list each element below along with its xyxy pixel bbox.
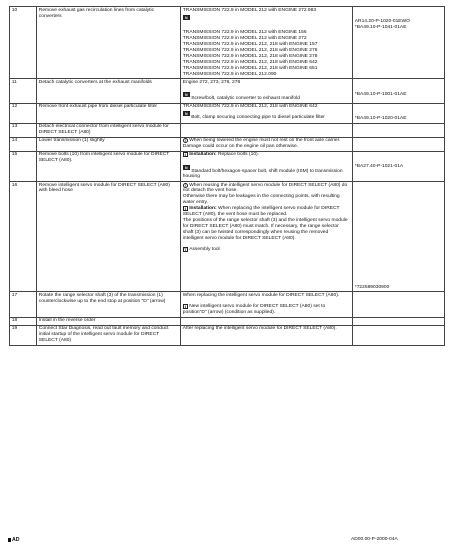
step-reference bbox=[353, 317, 445, 325]
table-row bbox=[10, 137, 445, 151]
footer-logo-text: AD bbox=[12, 537, 20, 543]
step-action: Lower transmission (1) slightly bbox=[37, 137, 181, 151]
step-info bbox=[181, 7, 353, 79]
document-reference-link[interactable]: AR14.20-P-1020-01EWO bbox=[354, 19, 410, 25]
table-row bbox=[10, 7, 445, 79]
table-row bbox=[10, 123, 445, 137]
wrench-icon: Nm bbox=[184, 93, 188, 102]
info-text: TRANSMISSION 722.9 in MODEL 212, 218 with ENGINE 278 bbox=[182, 53, 318, 59]
torque-note: Screw/bolt, catalytic converter to exhaust manifold bbox=[191, 96, 300, 102]
info-text: TRANSMISSION 722.9 in MODEL 212, 218 with ENGINE 276 bbox=[182, 48, 318, 54]
step-reference bbox=[353, 79, 445, 103]
step-action: Remove exhaust gas recirculation lines from catalytic converters bbox=[37, 7, 181, 79]
table-row bbox=[10, 151, 445, 181]
info-icon: i bbox=[184, 304, 186, 310]
table-row bbox=[10, 292, 445, 318]
info-text: TRANSMISSION 722.9 in MODEL 212 with ENGINE 156 bbox=[182, 30, 307, 36]
info-text: Engine 272, 273, 276, 278 bbox=[182, 79, 241, 85]
step-info bbox=[181, 103, 353, 123]
warning-text: When reusing the intelligent servo module for DIRECT SELECT (A80) do not detach the vent hose. bbox=[182, 182, 348, 194]
step-number: 17 bbox=[10, 292, 37, 318]
wrench-icon: Nm bbox=[184, 111, 188, 120]
step-info bbox=[181, 292, 353, 318]
torque-note: Standard bolt/hexagon-spacer bolt, shift module (ISM) to transmission housing bbox=[182, 168, 343, 180]
step-reference bbox=[353, 137, 445, 151]
info-text: TRANSMISSION 722.9 in MODEL 212.090 bbox=[182, 71, 277, 77]
step-action: Remove intelligent servo module for DIRECT SELECT (A80) with bleed hose bbox=[37, 181, 181, 291]
step-number: 14 bbox=[10, 137, 37, 151]
step-info bbox=[181, 325, 353, 345]
document-reference-link[interactable]: *BA27.40-P-1021-01A bbox=[354, 163, 404, 169]
table-row bbox=[10, 181, 445, 291]
warning-text: When being lowered the engine must not rest on the front axle carrier. bbox=[189, 138, 341, 144]
step-action: Remove bolts (10) from intelligent servo module for DIRECT SELECT (A80). bbox=[37, 151, 181, 181]
step-info bbox=[181, 79, 353, 103]
table-row bbox=[10, 325, 445, 345]
document-reference-link[interactable]: *BA49.10-P-1041-01AE bbox=[354, 25, 407, 31]
step-reference bbox=[353, 123, 445, 137]
step-number: 10 bbox=[10, 7, 37, 79]
warning-text: Damage could occur on the engine oil pan otherwise. bbox=[182, 144, 299, 150]
table-row bbox=[10, 317, 445, 325]
step-number: 18 bbox=[10, 317, 37, 325]
tool-reference-link[interactable]: *722589030900 bbox=[354, 284, 390, 290]
step-number: 19 bbox=[10, 325, 37, 345]
step-info bbox=[181, 181, 353, 291]
step-info bbox=[181, 137, 353, 151]
step-action: Install in the reverse order bbox=[37, 317, 181, 325]
info-text: After replacing the intelligent servo module for DIRECT SELECT (A80). bbox=[182, 326, 337, 332]
info-icon: i bbox=[184, 206, 186, 212]
step-reference bbox=[353, 292, 445, 318]
step-number: 11 bbox=[10, 79, 37, 103]
installation-text: When replacing the intelligent servo module for DIRECT SELECT (A80), the vent hose must be replaced. bbox=[182, 206, 340, 218]
step-reference bbox=[353, 325, 445, 345]
installation-text: The positions of the range selector shaft (3) and the intelligent servo module for DIRECT SELECT (A80) must match. If necessary, the range selector shaft (3) can be twisted correspondingly when reusing the removed intelligent servo module for DIRECT SELECT (A80). bbox=[182, 217, 348, 241]
step-action: Connect Star Diagnosis, read out fault memory and conduct initial startup of the intelligent servo module for DIRECT SELECT (A80) bbox=[37, 325, 181, 345]
info-text: TRANSMISSION 722.9 in MODEL 212, 218 with ENGINE 651 bbox=[182, 65, 318, 71]
warning-text: Otherwise there may be leakages in the connecting points, with resulting water entry. bbox=[182, 194, 340, 206]
info-text: TRANSMISSION 722.9 in MODEL 212, 218 with ENGINE 642 bbox=[182, 59, 318, 65]
step-info bbox=[181, 123, 353, 137]
info-text: New intelligent servo module for DIRECT SELECT (A80) set to position"D" (arrow) (condition as supplied). bbox=[182, 304, 326, 316]
step-number: 15 bbox=[10, 151, 37, 181]
wrench-icon: Nm bbox=[184, 15, 188, 24]
step-action: Remove front exhaust pipe from diesel particulate filter bbox=[37, 103, 181, 123]
logo-mark-icon bbox=[8, 538, 11, 542]
document-reference-link[interactable]: *BA49.10-P-1020-01AE bbox=[354, 116, 407, 122]
info-text: When replacing the intelligent servo module for DIRECT SELECT (A80). bbox=[182, 292, 340, 298]
step-action: Detach catalytic converters at the exhaust manifolds bbox=[37, 79, 181, 103]
warning-icon: ! bbox=[184, 139, 186, 144]
step-action: Rotate the range selector shaft (3) of the transmission (1) counterclockwise up to the end stop at position "D" (arrow) bbox=[37, 292, 181, 318]
step-reference bbox=[353, 151, 445, 181]
step-info bbox=[181, 151, 353, 181]
info-text: TRANSMISSION 722.9 in MODEL 212, 218 with ENGINE 642 bbox=[182, 104, 318, 110]
tool-icon: T bbox=[184, 248, 187, 253]
table-row bbox=[10, 103, 445, 123]
document-reference-link[interactable]: *BA49.10-P-1001-01AE bbox=[354, 91, 407, 97]
repair-steps-table bbox=[9, 6, 445, 346]
torque-note: Bolt, clamp securing connecting pipe to diesel particulate filter bbox=[191, 114, 325, 120]
installation-label: Installation: bbox=[189, 152, 217, 158]
info-text: TRANSMISSION 722.9 in MODEL 212, 218 with ENGINE 157 bbox=[182, 42, 318, 48]
info-text: TRANSMISSION 722.9 in MODEL 212 with ENGINE 272 bbox=[182, 36, 307, 42]
installation-label: Installation: bbox=[189, 206, 217, 212]
footer-document-reference: AD00.00-P-2000-04A bbox=[351, 537, 398, 542]
step-action: Detach electrical connector from intelligent servo module for DIRECT SELECT (A80) bbox=[37, 123, 181, 137]
step-number: 12 bbox=[10, 103, 37, 123]
step-number: 13 bbox=[10, 123, 37, 137]
step-reference bbox=[353, 181, 445, 291]
step-reference bbox=[353, 7, 445, 79]
warning-icon: ! bbox=[184, 183, 186, 188]
installation-text: Replace bolts (10). bbox=[218, 152, 260, 158]
step-info bbox=[181, 317, 353, 325]
wrench-icon: Nm bbox=[184, 165, 188, 174]
info-text: TRANSMISSION 722.9 in MODEL 212 with ENGINE 272.983 bbox=[182, 7, 317, 13]
tool-label: Assembly tool bbox=[189, 247, 220, 253]
step-number: 16 bbox=[10, 181, 37, 291]
table-row bbox=[10, 79, 445, 103]
ad-logo-icon bbox=[8, 537, 20, 543]
step-reference bbox=[353, 103, 445, 123]
info-icon: i bbox=[184, 152, 186, 158]
